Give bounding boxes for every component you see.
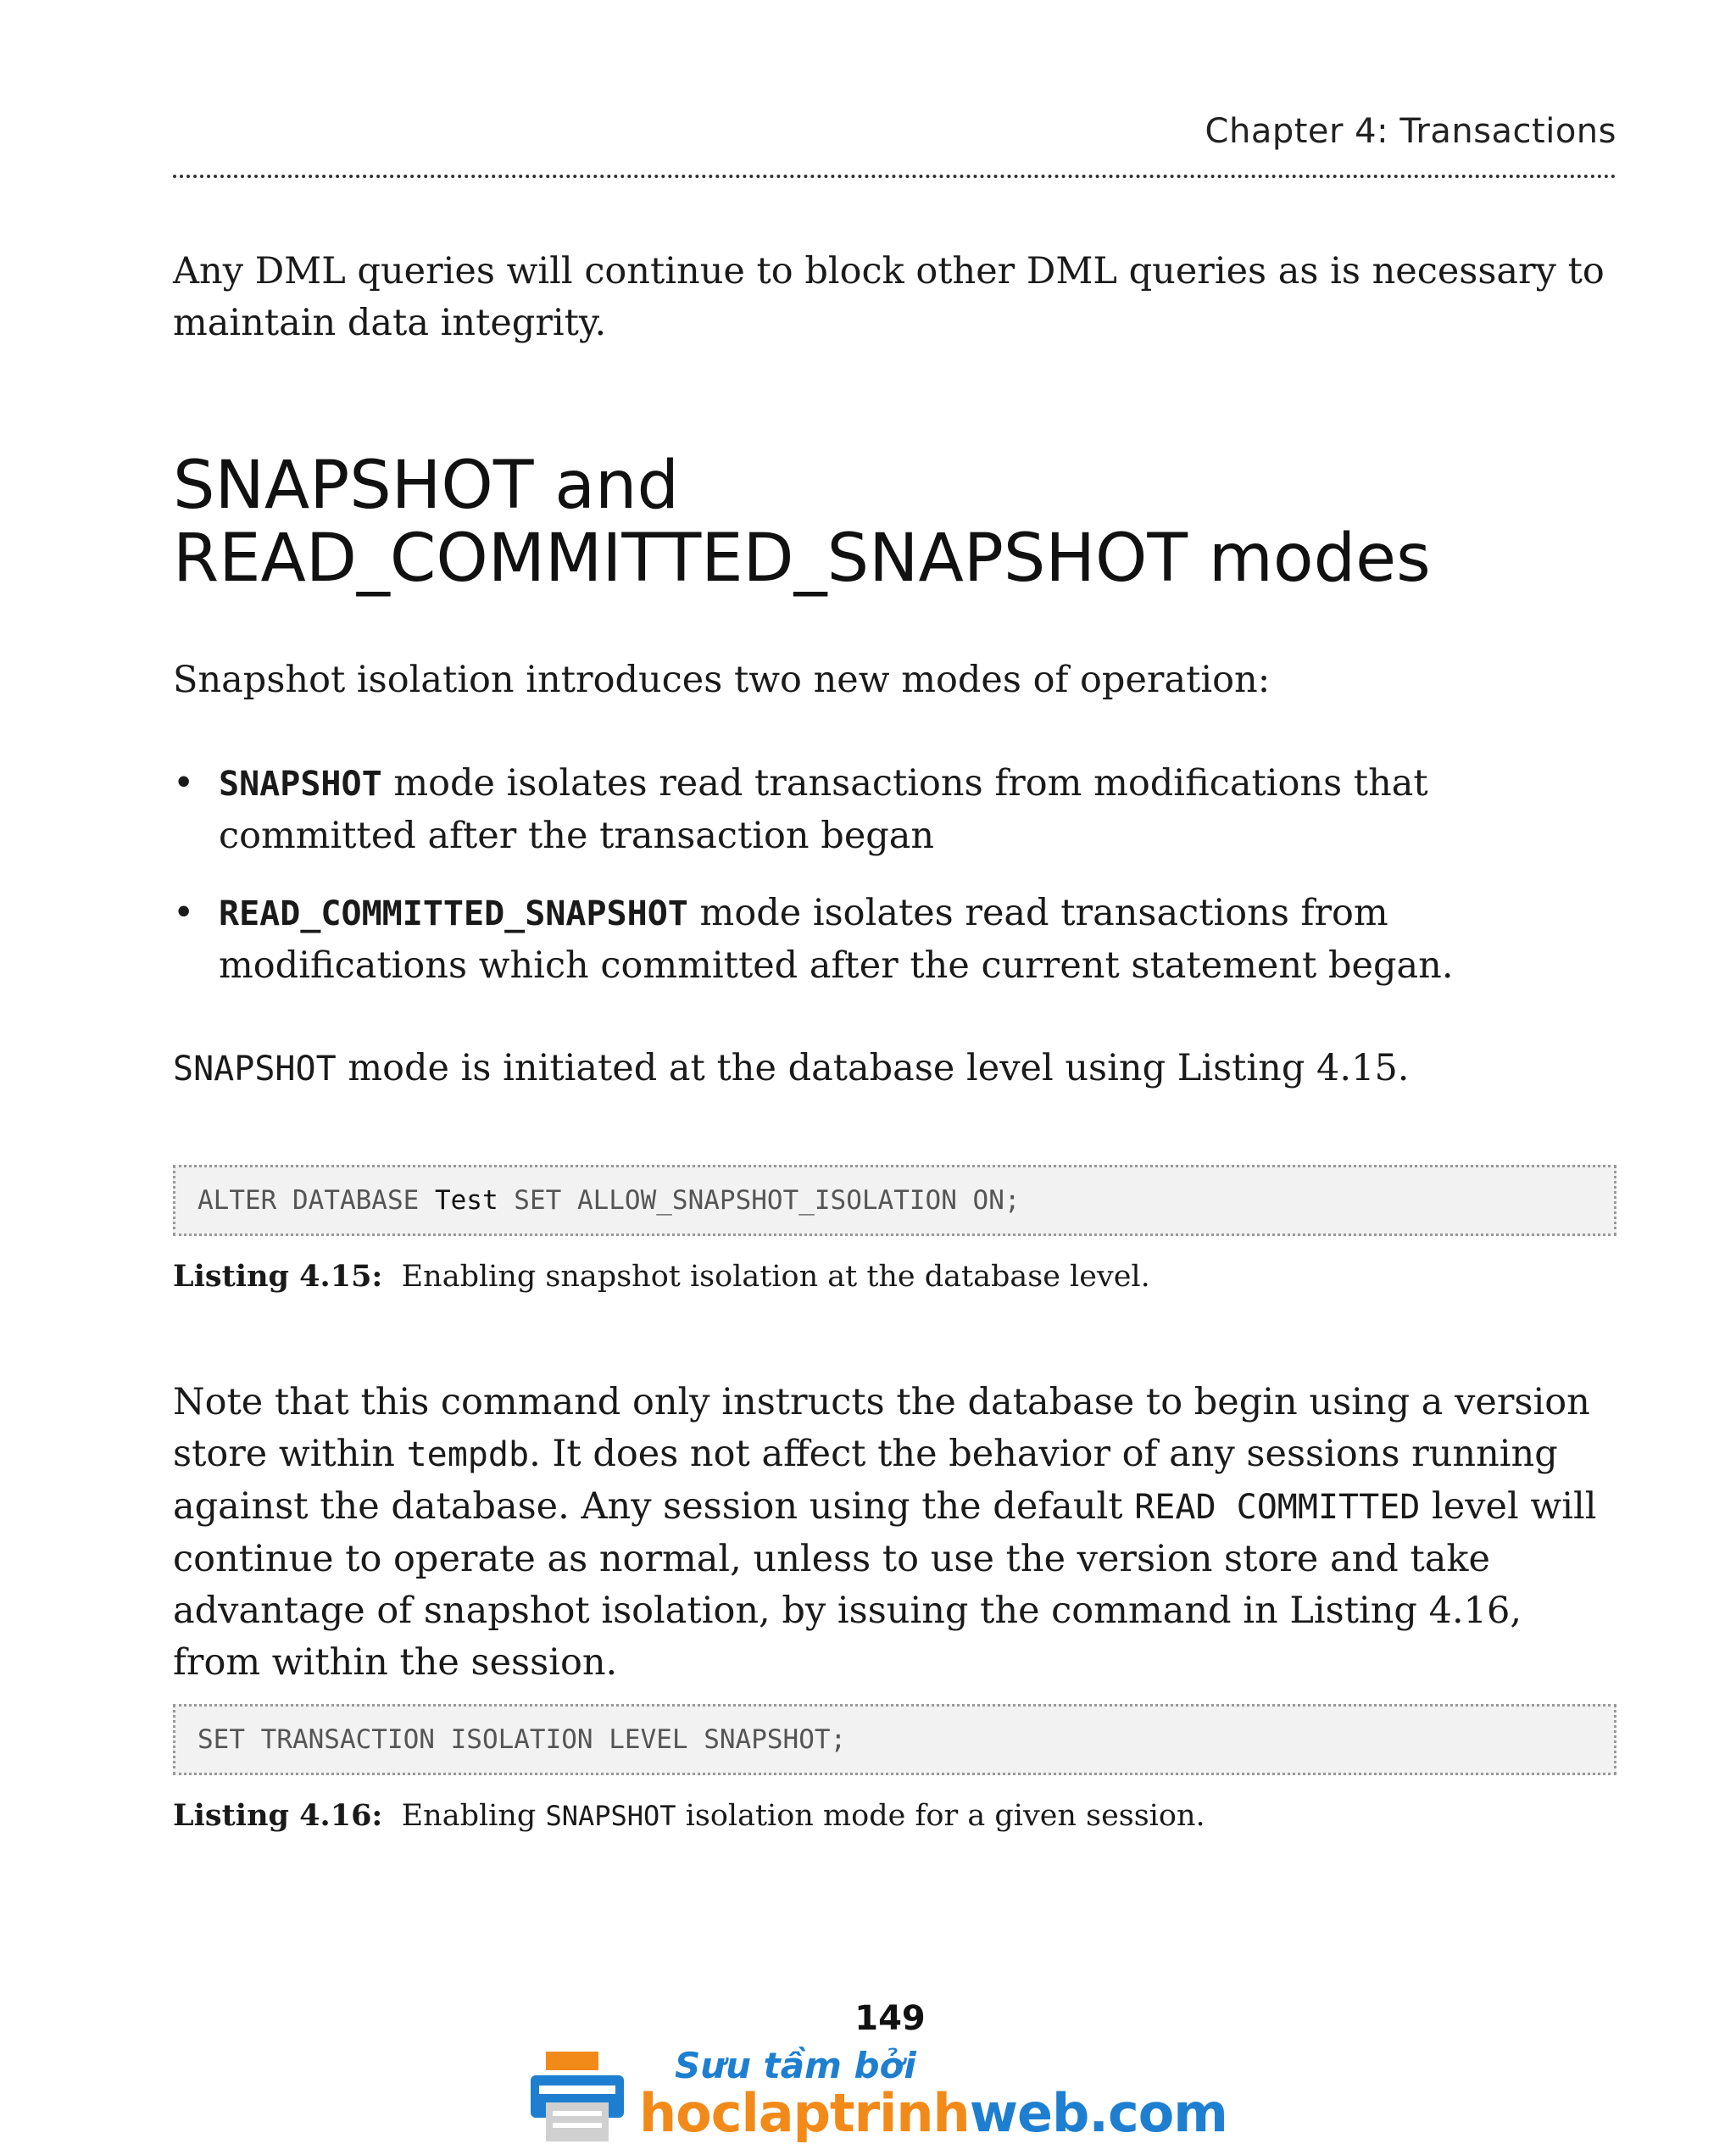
bullet-dot-icon: • — [173, 762, 195, 805]
bullet-text: mode isolates read transactions from modifications that committed after the transaction began — [219, 762, 1428, 857]
code-block-listing-4-16: SET TRANSACTION ISOLATION LEVEL SNAPSHOT; — [173, 1704, 1616, 1775]
caption-text: isolation mode for a given session. — [676, 1799, 1205, 1833]
caption-inline-code: SNAPSHOT — [545, 1800, 676, 1832]
bullet-term: SNAPSHOT — [219, 765, 382, 804]
bullet-item-snapshot — [173, 758, 1616, 862]
watermark-tagline: Sưu tầm bởi — [675, 2045, 916, 2086]
intro-paragraph: Any DML queries will continue to block other DML queries as is necessary to maintain data integrity. — [173, 250, 1605, 344]
code-segment: SET ALLOW_SNAPSHOT_ISOLATION ON; — [498, 1185, 1021, 1216]
inline-code-read-committed: READ COMMITTED — [1134, 1488, 1421, 1527]
watermark-site-part1: hoclaptrinh — [639, 2082, 970, 2144]
header-divider — [173, 175, 1616, 178]
caption-listing-4-16 — [173, 1796, 1616, 1836]
page-number: 149 — [854, 1999, 926, 2038]
caption-text: Enabling snapshot isolation at the database level. — [401, 1260, 1150, 1294]
watermark — [531, 2045, 1227, 2144]
chapter-header: Chapter 4: Transactions — [1205, 112, 1616, 151]
note-paragraph — [173, 1377, 1616, 1689]
watermark-site-part2: web.com — [969, 2082, 1227, 2144]
snapshot-mode-paragraph — [173, 1043, 1616, 1095]
paragraph-text: level will continue to operate as normal, unless to use the version store and take advantage of snapshot isolation, by issuing the command in Listing 4.16, from within the session. — [173, 1485, 1597, 1684]
bullet-item-read-committed-snapshot — [173, 888, 1616, 992]
caption-label: Listing 4.16: — [173, 1798, 383, 1833]
section-lead-paragraph: Snapshot isolation introduces two new modes of operation: — [173, 659, 1271, 701]
paragraph-text: mode is initiated at the database level using Listing 4.15. — [336, 1047, 1410, 1089]
code-block-listing-4-15 — [173, 1165, 1616, 1236]
code-segment-database-name: Test — [434, 1185, 498, 1216]
printer-logo-icon — [531, 2052, 624, 2141]
caption-listing-4-15 — [173, 1256, 1616, 1297]
bullet-dot-icon: • — [173, 892, 195, 934]
section-heading: SNAPSHOT and READ_COMMITTED_SNAPSHOT modes — [173, 448, 1431, 597]
code-segment: ALTER DATABASE — [198, 1185, 435, 1216]
caption-text: Enabling — [401, 1799, 546, 1833]
inline-code-snapshot: SNAPSHOT — [173, 1050, 337, 1089]
paragraph-text: . It does not affect the behavior of any sessions running against the database. Any session using the default — [173, 1433, 1558, 1528]
bullet-text: mode isolates read transactions from modifications which committed after the current statement began. — [219, 892, 1454, 987]
bullet-term: READ_COMMITTED_SNAPSHOT — [219, 894, 688, 933]
inline-code-tempdb: tempdb — [406, 1435, 530, 1474]
modes-bullet-list — [173, 758, 1616, 1017]
caption-label: Listing 4.15: — [173, 1259, 383, 1294]
watermark-site-name — [639, 2082, 1227, 2144]
paragraph-text: Note that this command only instructs the database to begin using a version store within — [173, 1381, 1590, 1475]
